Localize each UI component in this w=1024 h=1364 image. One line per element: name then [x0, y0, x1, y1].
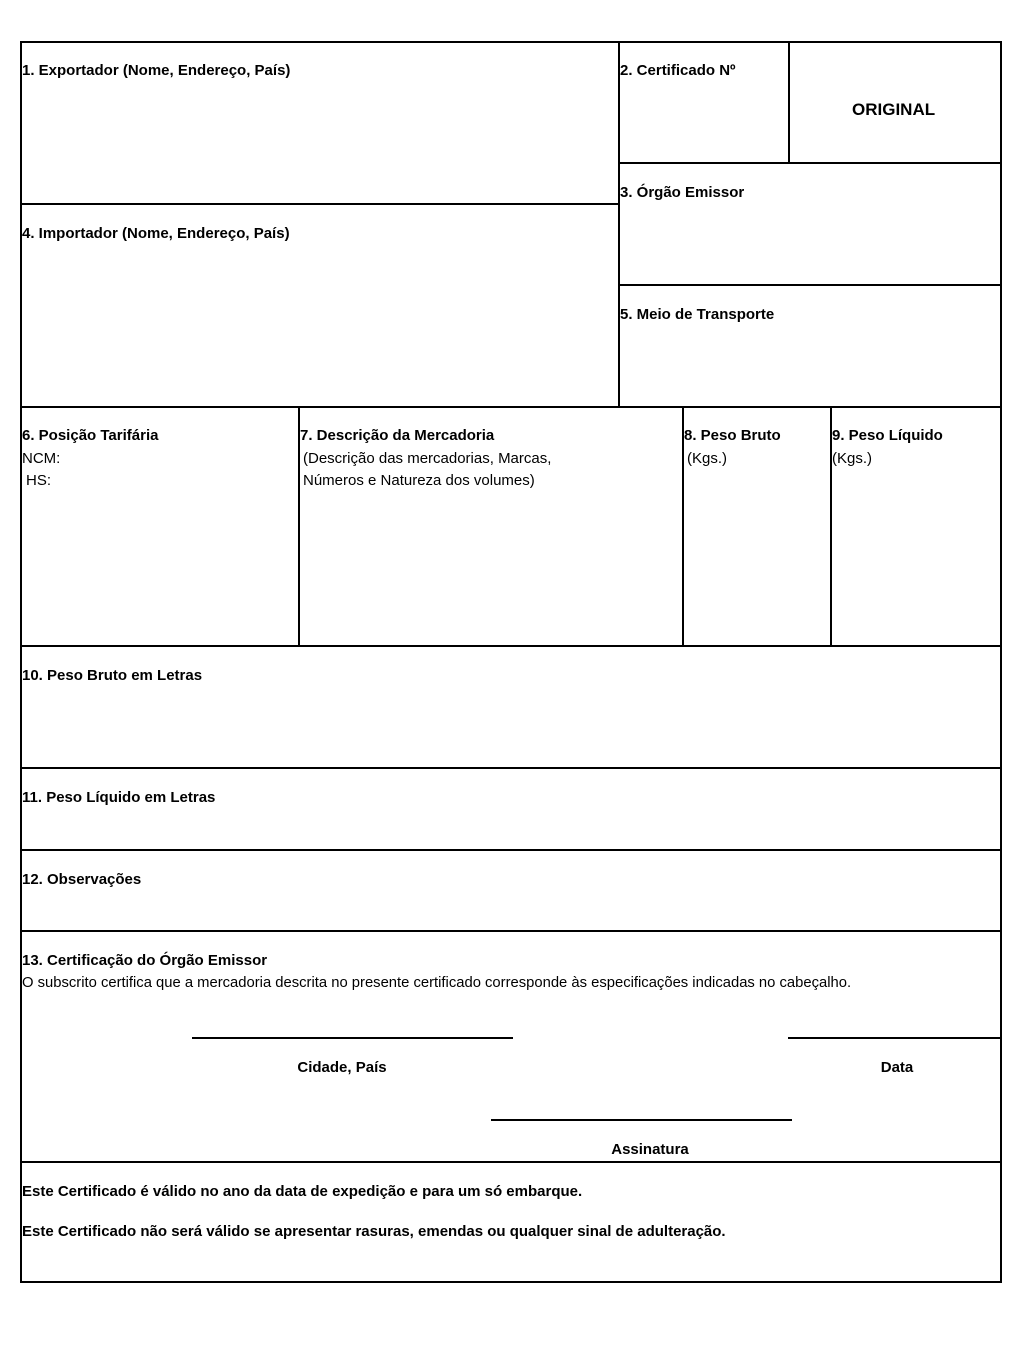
certificate-number-label: 2. Certificado Nº [620, 62, 736, 79]
divider-h-goods-bottom [20, 645, 1002, 647]
issuer-label: 3. Órgão Emissor [620, 184, 745, 201]
goods-description-hint-2: Números e Natureza dos volumes) [303, 472, 535, 489]
transport-label: 5. Meio de Transporte [620, 306, 775, 323]
divider-h-gross-letters [20, 767, 1002, 769]
city-country-label: Cidade, País [297, 1059, 387, 1076]
certification-text: O subscrito certifica que a mercadoria descrita no presente certificado corresponde às especificações indicadas no cabeçalho. [22, 975, 852, 991]
net-weight-label: 9. Peso Líquido [832, 427, 943, 444]
footer-validity-note: Este Certificado é válido no ano da data de expedição e para um só embarque. [22, 1183, 583, 1200]
divider-h-observations [20, 930, 1002, 932]
divider-h-exporter [20, 203, 619, 205]
goods-description-hint-1: (Descrição das mercadorias, Marcas, [303, 450, 552, 467]
net-weight-unit: (Kgs.) [832, 450, 873, 467]
hs-label: HS: [26, 472, 52, 489]
gross-weight-unit: (Kgs.) [687, 450, 728, 467]
divider-h-net-letters [20, 849, 1002, 851]
goods-description-label: 7. Descrição da Mercadoria [300, 427, 495, 444]
gross-weight-letters-label: 10. Peso Bruto em Letras [22, 667, 203, 684]
certification-label: 13. Certificação do Órgão Emissor [22, 952, 268, 969]
exporter-label: 1. Exportador (Nome, Endereço, País) [22, 62, 291, 79]
divider-h-certification [20, 1161, 1002, 1163]
signature-line [491, 1119, 792, 1121]
divider-h-certificate [618, 162, 1002, 164]
original-label: ORIGINAL [852, 100, 936, 119]
observations-label: 12. Observações [22, 871, 142, 888]
date-label: Data [880, 1059, 914, 1076]
footer-adulteration-note: Este Certificado não será válido se apresentar rasuras, emendas ou qualquer sinal de adulteração. [22, 1223, 726, 1240]
city-country-signature-line [192, 1037, 513, 1039]
gross-weight-label: 8. Peso Bruto [684, 427, 781, 444]
date-signature-line [788, 1037, 1002, 1039]
importer-label: 4. Importador (Nome, Endereço, País) [22, 225, 290, 242]
tariff-position-label: 6. Posição Tarifária [22, 427, 159, 444]
divider-h-issuer [618, 284, 1002, 286]
divider-h-goods-top [20, 406, 1002, 408]
divider-v-certificate [788, 41, 790, 163]
ncm-label: NCM: [22, 450, 61, 467]
net-weight-letters-label: 11. Peso Líquido em Letras [22, 789, 216, 806]
signature-label: Assinatura [611, 1141, 689, 1158]
divider-v-top-left [618, 41, 620, 406]
